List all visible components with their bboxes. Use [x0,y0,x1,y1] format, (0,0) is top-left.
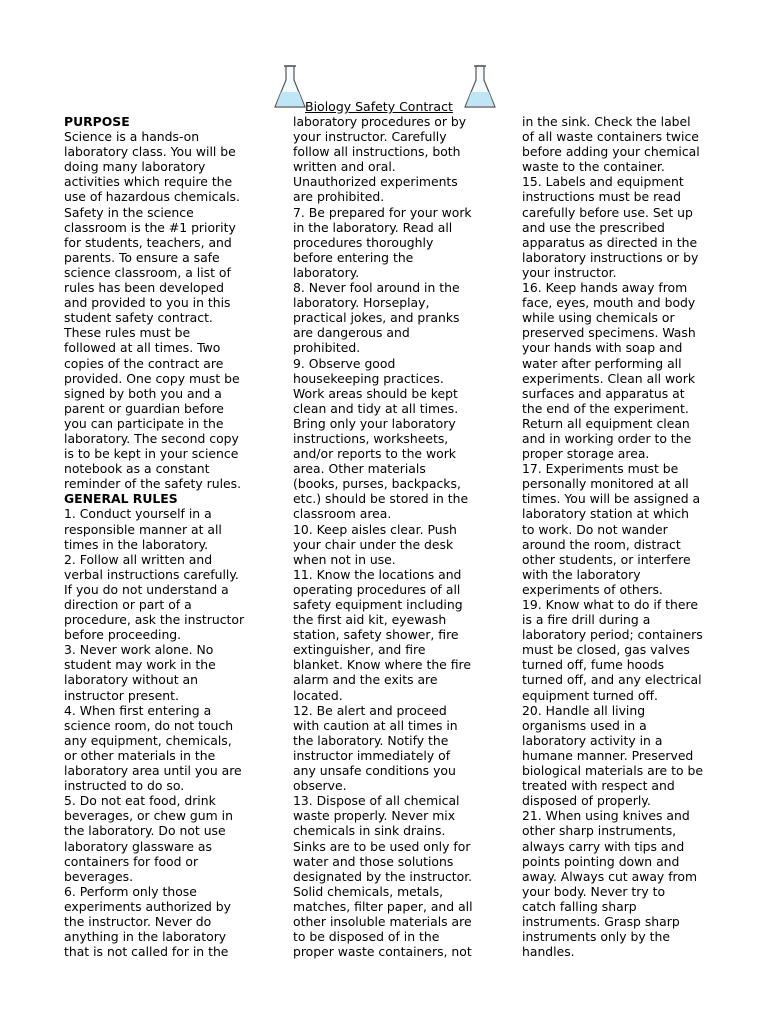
text-line: times in the laboratory. [64,536,209,552]
text-line: the laboratory. Notify the [293,732,449,748]
text-line: procedure, ask the instructor [64,612,245,628]
text-line: signed by both you and a [64,385,222,401]
text-line: preserved specimens. Wash [522,325,696,341]
flask-icon-left [273,64,307,110]
text-line: laboratory procedures or by [293,114,467,129]
text-line: face, eyes, mouth and body [522,295,696,311]
text-line: 11. Know the locations and [293,566,462,582]
text-line: surfaces and apparatus at [522,385,685,401]
text-line: other students, or interfere [522,551,691,567]
text-line: Work areas should be kept [293,385,458,401]
text-line: is a fire drill during a [522,612,651,628]
text-line: instructions must be read [522,189,682,205]
text-line: the instructor. Never do [64,913,212,929]
text-line: doing many laboratory [64,159,206,175]
text-line: 3. Never work alone. No [64,642,214,658]
text-line: must be closed, gas valves [522,642,690,658]
text-line: turned off, and any electrical [522,672,702,688]
text-line: around the room, distract [522,536,681,552]
text-line: disposed of properly. [522,793,651,809]
text-line: instructed to do so. [64,778,185,794]
text-line: water after performing all [522,355,682,371]
column-3 [522,114,703,959]
column-2 [293,114,473,959]
text-line: 13. Dispose of all chemical [293,793,460,809]
text-line: parent or guardian before [64,400,224,416]
text-line: classroom is the #1 priority [64,219,236,235]
text-line: 21. When using knives and [522,808,690,824]
text-line: handles. [522,944,575,960]
text-line: clean and tidy at all times. [293,400,459,416]
text-line: any unsafe conditions you [293,763,456,779]
text-line: turned off, fume hoods [522,657,665,673]
text-line: alarm and the exits are [293,672,438,688]
text-line: your instructor. [522,264,617,280]
text-line: while using chemicals or [522,310,675,326]
text-line: that is not called for in the [64,944,229,960]
text-line: your chair under the desk [293,536,454,552]
text-line: blanket. Know where the fire [293,657,471,673]
text-line: is to be kept in your science [64,446,239,462]
text-line: procedures thoroughly [293,234,434,250]
text-line: 16. Keep hands away from [522,280,688,296]
text-line: instructor present. [64,687,179,703]
text-line: 10. Keep aisles clear. Push [293,521,457,537]
text-line: designated by the instructor. [293,868,473,884]
text-line: written and oral. [293,159,396,175]
flask-icon-right [463,64,497,110]
text-line: 12. Be alert and proceed [293,702,447,718]
text-line: direction or part of a [64,597,192,612]
text-line: parents. To ensure a safe [64,249,220,265]
text-line: operating procedures of all [293,581,461,597]
text-line: 20. Handle all living [522,702,646,718]
text-line: anything in the laboratory [64,929,227,945]
text-line: laboratory instructions or by [522,249,699,265]
text-line: safety equipment including [293,597,463,612]
text-line: water and those solutions [293,853,454,869]
text-line: of all waste containers twice [522,129,699,145]
text-line: and in working order to the [522,430,692,446]
text-line: 8. Never fool around in the [293,280,460,296]
text-line: Bring only your laboratory [293,415,456,431]
text-line: observe. [293,778,347,794]
text-line: 9. Observe good [293,355,396,371]
text-line: are prohibited. [293,189,385,205]
text-line: beverages. [64,868,134,884]
text-line: use of hazardous chemicals. [64,189,240,205]
text-line: located. [293,687,343,703]
text-line: laboratory. [293,264,360,280]
text-line: away. Always cut away from [522,868,698,884]
text-line: times. You will be assigned a [522,491,701,507]
text-line: laboratory without an [64,672,198,688]
text-line: matches, filter paper, and all [293,898,473,914]
text-line: experiments of others. [522,581,663,597]
text-line: student safety contract. [64,310,213,326]
text-line: are dangerous and [293,325,410,341]
page-title: Biology Safety Contract [305,99,453,114]
text-line: experiments. Clean all work [522,370,696,386]
text-line: other insoluble materials are [293,913,472,929]
text-line: 7. Be prepared for your work [293,204,472,220]
text-line: with the laboratory [522,566,641,582]
text-line: station, safety shower, fire [293,627,459,643]
text-line: instruments. Grasp sharp [522,913,680,929]
text-line: 4. When first entering a [64,702,212,718]
text-line: Sinks are to be used only for [293,838,471,854]
text-line: for students, teachers, and [64,234,232,250]
text-line: always carry with tips and [522,838,685,854]
text-line: science classroom, a list of [64,264,231,280]
text-line: copies of the contract are [64,355,224,371]
text-line: housekeeping practices. [293,370,444,386]
text-line: containers for food or [64,853,199,869]
text-line: responsible manner at all [64,521,222,537]
text-line: and provided to you in this [64,295,231,311]
text-line: other sharp instruments, [522,823,677,839]
text-line: notebook as a constant [64,461,210,477]
text-line: before entering the [293,249,414,265]
text-line: your body. Never try to [522,883,666,899]
text-line: waste to the container. [522,159,665,175]
text-line: laboratory station at which [522,506,690,522]
text-line: chemicals in sink drains. [293,823,446,839]
text-line: prohibited. [293,340,361,356]
text-line: or other materials in the [64,747,216,763]
text-line: laboratory activity in a [522,732,663,748]
text-line: instruments only by the [522,929,670,945]
text-line: activities which require the [64,174,233,190]
text-line: humane manner. Preserved [522,747,694,763]
text-line: rules has been developed [64,280,224,296]
text-line: proper waste containers, not [293,944,472,960]
text-line: the end of the experiment. [522,400,689,416]
text-line: before adding your chemical [522,144,700,160]
text-line: verbal instructions carefully. [64,566,239,582]
text-line: 5. Do not eat food, drink [64,793,216,809]
text-line: 6. Perform only those [64,883,197,899]
text-line: to be disposed of in the [293,929,440,945]
text-line: instructor immediately of [293,747,451,763]
text-line: 15. Labels and equipment [522,174,684,190]
text-line: These rules must be [64,325,191,341]
text-line: laboratory class. You will be [64,144,236,160]
text-line: apparatus as directed in the [522,234,698,250]
text-line: laboratory. Horseplay, [293,295,430,311]
text-line: points pointing down and [522,853,680,869]
section-heading: PURPOSE [64,114,130,129]
text-line: 1. Conduct yourself in a [64,506,212,522]
text-line: and/or reports to the work [293,446,456,462]
text-line: (books, purses, backpacks, [293,476,461,492]
text-line: provided. One copy must be [64,370,240,386]
text-line: area. Other materials [293,461,426,477]
text-line: in the laboratory. Read all [293,219,453,235]
text-line: the first aid kit, eyewash [293,612,447,628]
text-line: student may work in the [64,657,216,673]
column-1 [64,114,244,959]
text-line: beverages, or chew gum in [64,808,233,824]
text-line: carefully before use. Set up [522,204,693,220]
text-line: personally monitored at all [522,476,689,492]
text-line: reminder of the safety rules. [64,476,242,492]
text-line: etc.) should be stored in the [293,491,469,507]
text-line: laboratory area until you are [64,763,242,779]
text-line: 17. Experiments must be [522,461,679,477]
text-line: follow all instructions, both [293,144,461,160]
text-line: 2. Follow all written and [64,551,213,567]
text-line: laboratory glassware as [64,838,212,854]
text-line: 19. Know what to do if there [522,597,698,612]
text-line: your instructor. Carefully [293,129,447,145]
text-line: organisms used in a [522,717,647,733]
text-line: when not in use. [293,551,396,567]
text-line: in the sink. Check the label [522,114,691,129]
text-line: with caution at all times in [293,717,458,733]
text-line: instructions, worksheets, [293,430,449,446]
text-line: treated with respect and [522,778,675,794]
text-line: your hands with soap and [522,340,683,356]
text-line: and use the prescribed [522,219,665,235]
text-line: catch falling sharp [522,898,637,914]
text-line: followed at all times. Two [64,340,221,356]
text-line: any equipment, chemicals, [64,732,232,748]
text-line: science room, do not touch [64,717,234,733]
text-line: before proceeding. [64,627,182,643]
text-line: extinguisher, and fire [293,642,426,658]
text-line: If you do not understand a [64,581,229,597]
text-line: experiments authorized by [64,898,231,914]
text-line: to work. Do not wander [522,521,668,537]
text-line: the laboratory. Do not use [64,823,226,839]
text-line: Solid chemicals, metals, [293,883,444,899]
text-line: Safety in the science [64,204,194,220]
section-heading: GENERAL RULES [64,491,178,507]
text-line: you can participate in the [64,415,224,431]
text-line: laboratory period; containers [522,627,703,643]
text-line: Unauthorized experiments [293,174,458,190]
text-line: biological materials are to be [522,763,703,779]
text-line: classroom area. [293,506,392,522]
text-line: Science is a hands-on [64,129,200,145]
text-line: equipment turned off. [522,687,658,703]
text-line: practical jokes, and pranks [293,310,460,326]
text-line: waste properly. Never mix [293,808,456,824]
text-line: laboratory. The second copy [64,430,239,446]
text-line: proper storage area. [522,446,650,462]
text-line: Return all equipment clean [522,415,690,431]
